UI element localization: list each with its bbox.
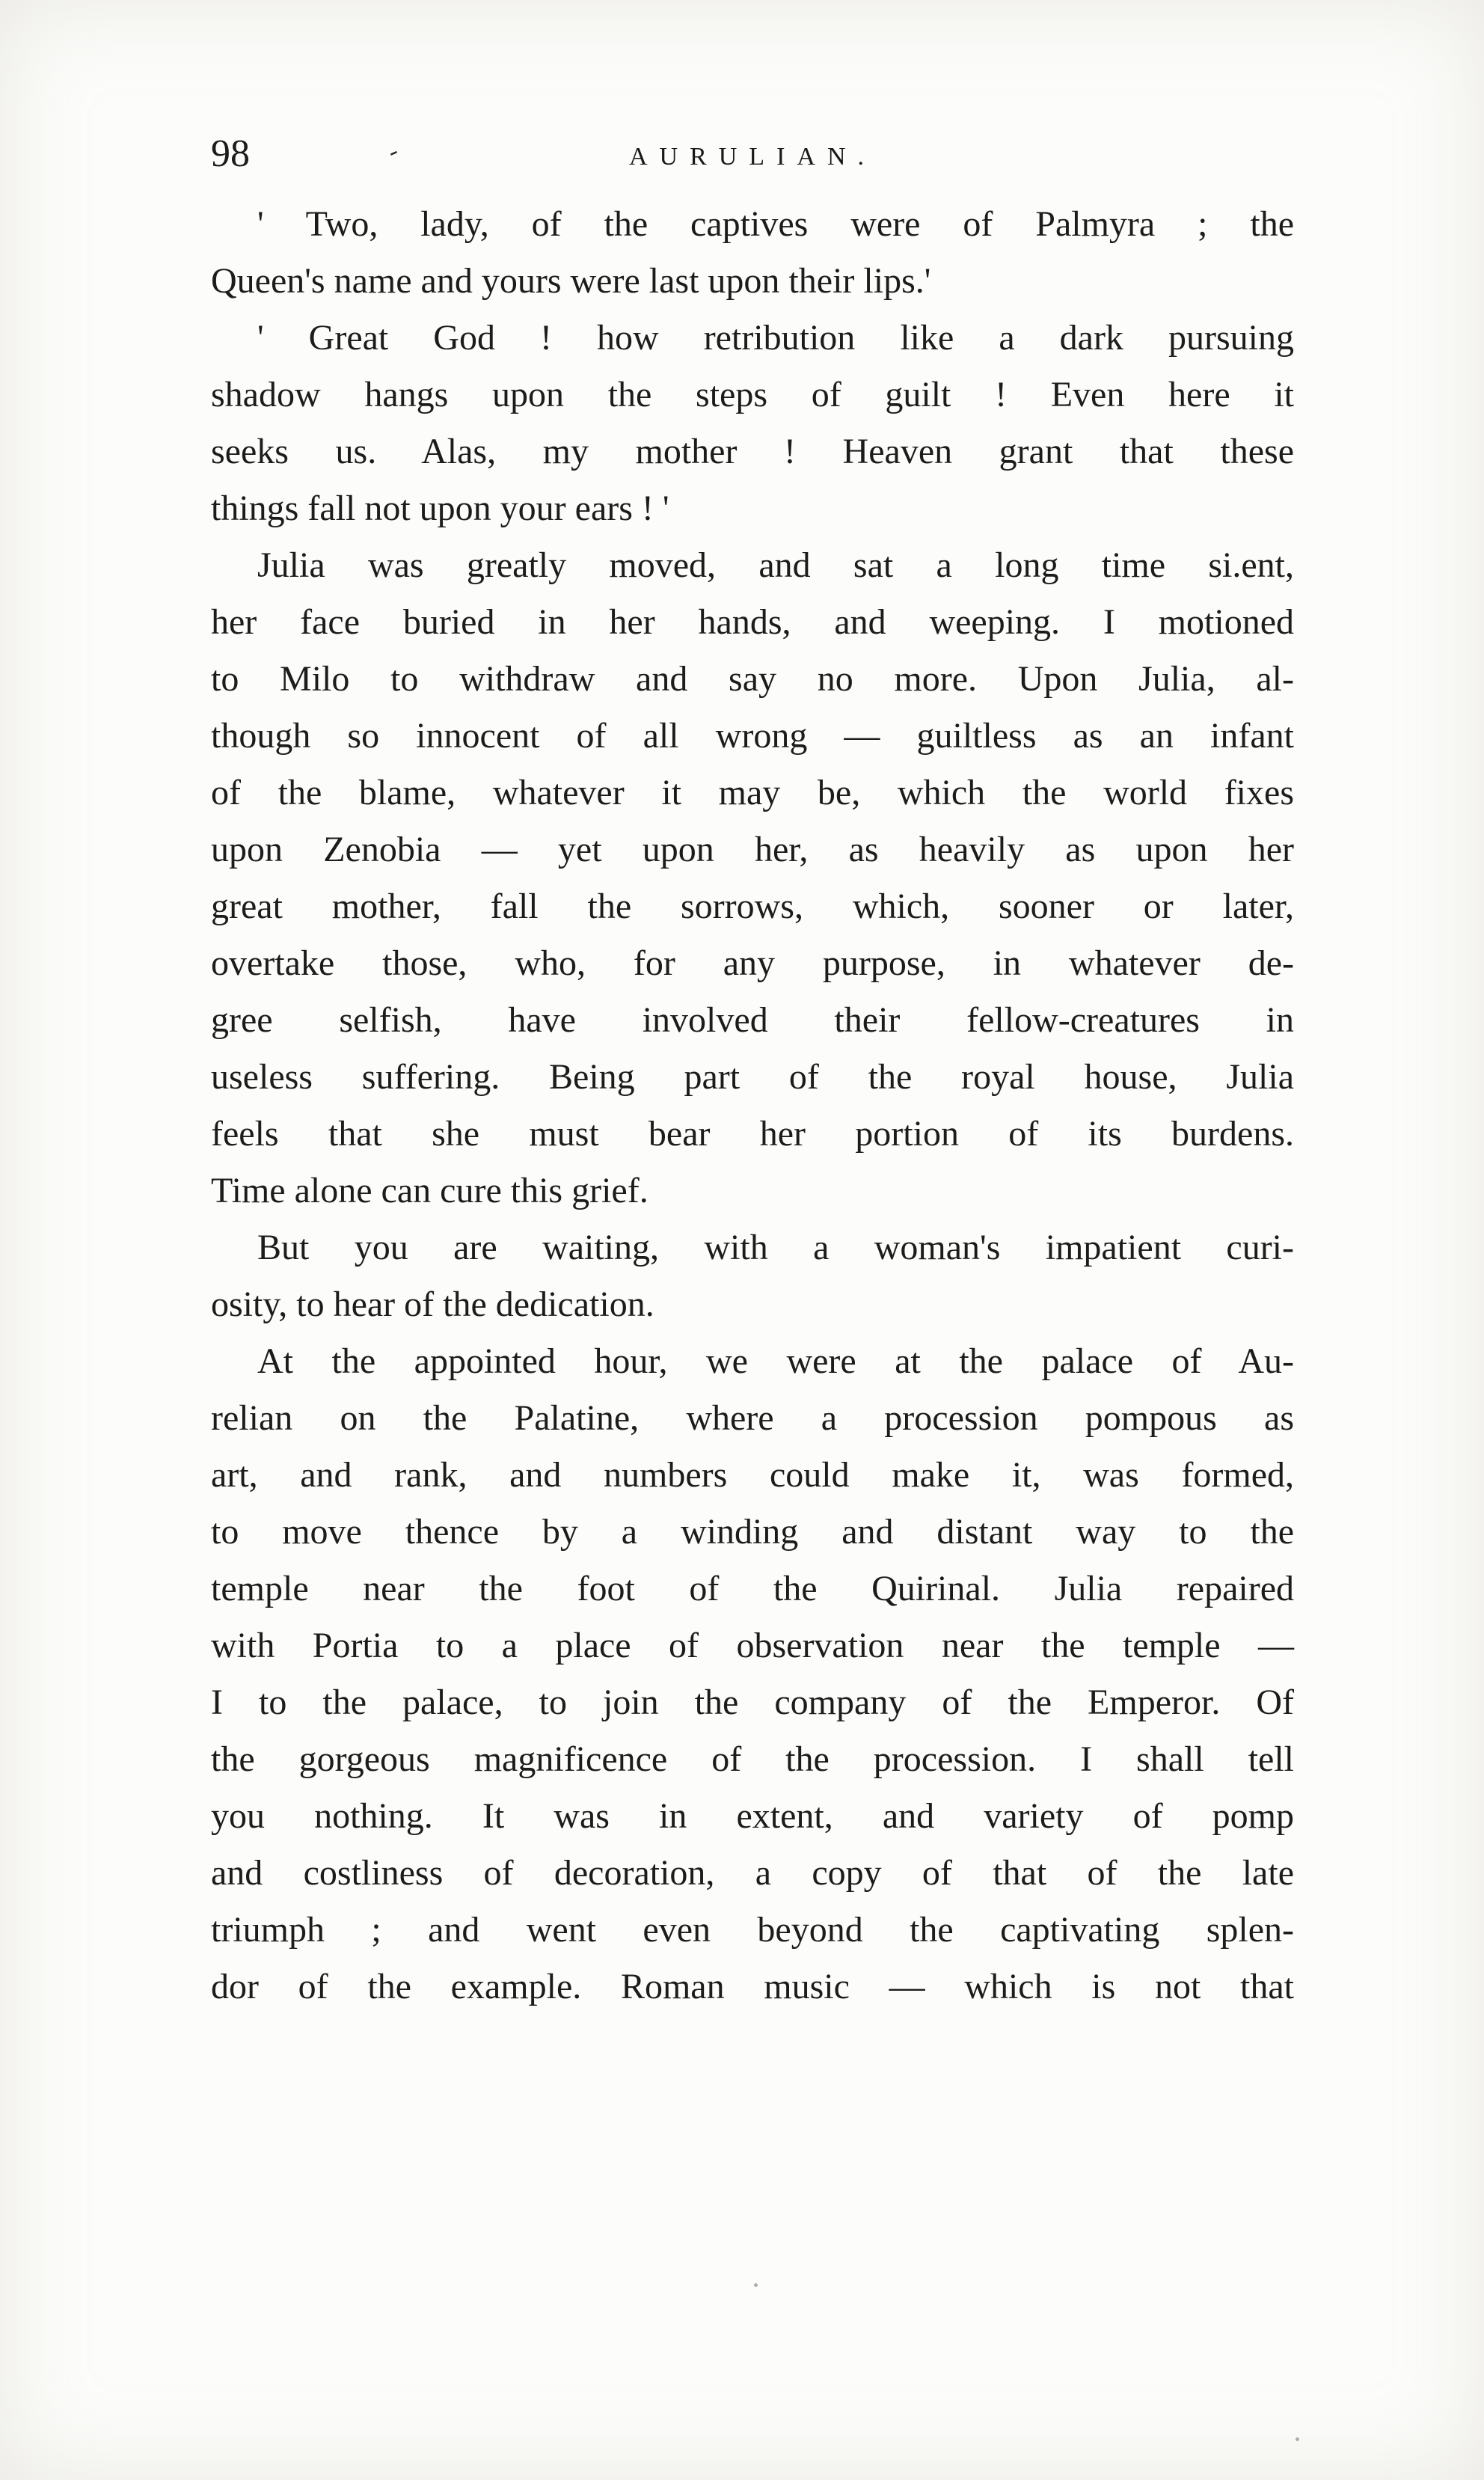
text-line: relian on the Palatine, where a procession pompous as [211, 1398, 1294, 1438]
paragraph [211, 537, 1294, 1219]
scan-artifact-mark: - [383, 137, 403, 166]
text-line: though so innocent of all wrong — guiltless as an infant [211, 716, 1294, 756]
text-line: to Milo to withdraw and say no more. Upon Julia, al- [211, 659, 1294, 699]
text-line: triumph ; and went even beyond the captivating splen- [211, 1910, 1294, 1950]
text-line: with Portia to a place of observation near the temple — [211, 1626, 1294, 1665]
text-line: Time alone can cure this grief. [211, 1171, 649, 1210]
text-line: Julia was greatly moved, and sat a long time si.ent, [257, 545, 1294, 585]
text-line: ' Two, lady, of the captives were of Palmyra ; the [257, 204, 1294, 244]
text-line: useless suffering. Being part of the royal house, Julia [211, 1057, 1294, 1097]
text-line: you nothing. It was in extent, and variety of pomp [211, 1796, 1294, 1836]
running-title: AURULIAN. [628, 143, 877, 171]
text-line: upon Zenobia — yet upon her, as heavily as upon her [211, 830, 1294, 869]
text-line: osity, to hear of the dedication. [211, 1285, 654, 1324]
text-line: But you are waiting, with a woman's impatient curi- [257, 1228, 1294, 1267]
text-line: seeks us. Alas, my mother ! Heaven grant that these [211, 432, 1294, 471]
text-line: art, and rank, and numbers could make it, was formed, [211, 1455, 1294, 1495]
paragraph [211, 1219, 1294, 1333]
text-line: ' Great God ! how retribution like a dark pursuing [257, 318, 1294, 358]
text-line: the gorgeous magnificence of the procession. I shall tell [211, 1739, 1294, 1779]
text-line: shadow hangs upon the steps of guilt ! Even here it [211, 375, 1294, 414]
text-line: to move thence by a winding and distant way to the [211, 1512, 1294, 1552]
text-line: Queen's name and yours were last upon their lips.' [211, 261, 931, 301]
paragraph [211, 1333, 1294, 2015]
text-line: I to the palace, to join the company of the Emperor. Of [211, 1683, 1294, 1722]
text-line: temple near the foot of the Quirinal. Julia repaired [211, 1569, 1294, 1608]
paragraph [211, 310, 1294, 537]
text-line: of the blame, whatever it may be, which the world fixes [211, 773, 1294, 812]
text-line: her face buried in her hands, and weeping. I motioned [211, 602, 1294, 642]
text-line: and costliness of decoration, a copy of that of the late [211, 1853, 1294, 1893]
paragraph [211, 196, 1294, 310]
page-header [211, 132, 1294, 184]
scan-speck [754, 2283, 758, 2287]
text-line: overtake those, who, for any purpose, in whatever de- [211, 943, 1294, 983]
text-line: great mother, fall the sorrows, which, sooner or later, [211, 887, 1294, 926]
page-number: 98 [211, 132, 250, 175]
text-line: gree selfish, have involved their fellow-creatures in [211, 1000, 1294, 1040]
scan-speck [1296, 2437, 1299, 2441]
text-line: feels that she must bear her portion of its burdens. [211, 1114, 1294, 1154]
page-text [211, 196, 1294, 2015]
text-line: At the appointed hour, we were at the palace of Au- [257, 1341, 1294, 1381]
text-line: things fall not upon your ears ! ' [211, 489, 669, 528]
text-line: dor of the example. Roman music — which is not that [211, 1967, 1294, 2006]
